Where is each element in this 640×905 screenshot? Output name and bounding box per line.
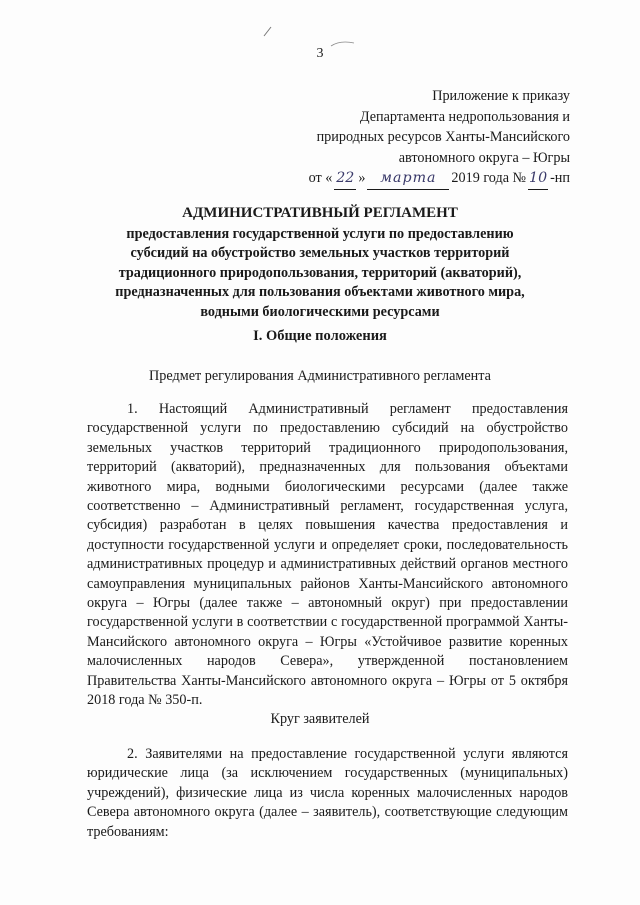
order-suffix: -нп	[550, 170, 570, 186]
title-line: предоставления государственной услуги по предоставлению	[126, 225, 514, 242]
title-line: субсидий на обустройство земельных участков территорий	[130, 245, 510, 261]
subheading-subject: Предмет регулирования Административного регламента	[149, 368, 491, 384]
title-line: водными биологическими ресурсами	[200, 303, 440, 320]
section-heading: I. Общие положения	[253, 328, 387, 344]
page-number: 3	[316, 46, 324, 61]
paragraph-1: 1. Настоящий Административный регламент предоставления государственной услуги по предоставлению субсидий на обустройство земельных участков территорий традиционного природопользования, территорий (акваторий), предназначенных для пользования объектами животного мира, водными биологическими ресурсами (далее также соответственно – Административный регламент, государственная услуга, субсидия) разработан в целях повышения качества предоставления и доступности государственной услуги и определяет сроки, последовательность административных процедур и административных действий органов местного самоуправления муниципальных районов Ханты-Мансийского автономного округа – Югры (далее также – автономный округ) при предоставлении государственной услуги в соответствии с государственной программой Ханты-Мансийского автономного округа – Югры «Устойчивое развитие коренных малочисленных народов Севера», утвержденной постановлением Правительства Ханты-Мансийского автономного округа – Югры от 5 октября 2018 года № 350-п.	[87, 401, 568, 709]
order-date-line	[240, 168, 570, 190]
appendix-line: Департамента недропользования и	[359, 108, 570, 125]
paragraph-2: 2. Заявителями на предоставление государственной услуги являются юридические лица (за исключением государственных (муниципальных) учреждений), физические лица из числа коренных малочисленных народов Севера автономного округа (далее – заявитель), соответствующие следующим требованиям:	[87, 746, 568, 840]
pen-mark-icon	[262, 24, 276, 38]
appendix-block	[240, 86, 570, 190]
subheading-applicants: Круг заявителей	[270, 711, 370, 727]
appendix-line: Приложение к приказу	[432, 88, 570, 104]
date-year: 2019 года №	[451, 170, 527, 186]
handwritten-month: марта	[367, 168, 449, 190]
title-line: предназначенных для пользования объектами животного мира,	[115, 284, 525, 300]
date-prefix: от «	[308, 170, 333, 186]
date-mid: »	[358, 170, 366, 186]
appendix-line: природных ресурсов Ханты-Мансийского	[316, 129, 570, 145]
document-title	[60, 204, 580, 322]
handwritten-day: 22	[334, 168, 356, 190]
title-line: традиционного природопользования, территорий (акваторий),	[118, 264, 522, 281]
handwritten-order-number: 10	[528, 168, 548, 190]
title-main: АДМИНИСТРАТИВНЫЙ РЕГЛАМЕНТ	[182, 205, 458, 221]
appendix-line: автономного округа – Югры	[398, 149, 570, 166]
